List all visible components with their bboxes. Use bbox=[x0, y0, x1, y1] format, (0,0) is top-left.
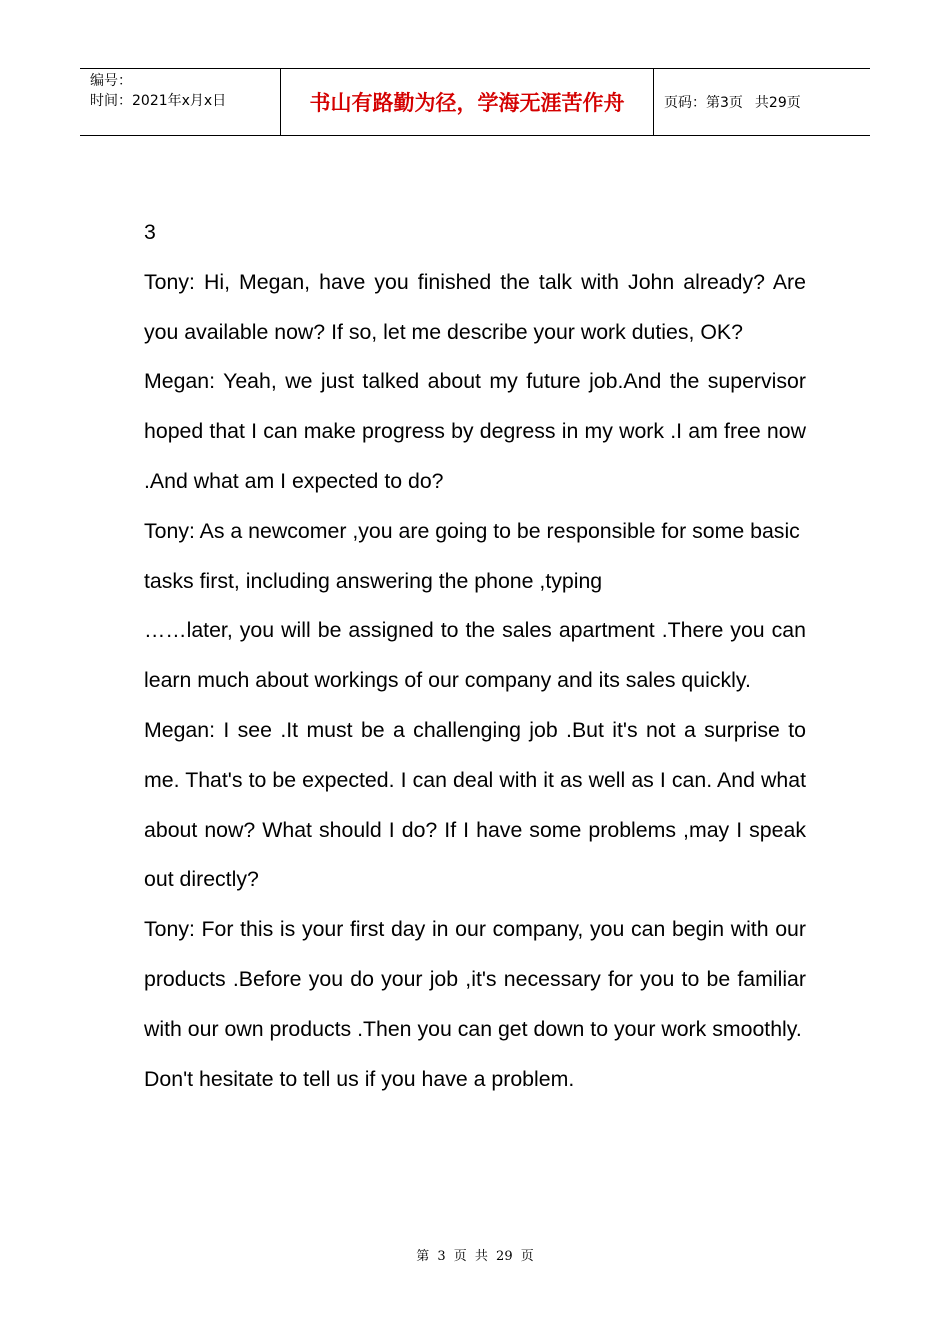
header-meta-cell bbox=[80, 69, 281, 135]
header-motto: 书山有路勤为径，学海无涯苦作舟 bbox=[281, 69, 654, 135]
page-header bbox=[80, 68, 870, 136]
dialogue-paragraph: Megan: Yeah, we just talked about my future job.And the supervisor hoped that I can make progress by degress in my work .I am free now .And what am I expected to do? bbox=[144, 369, 806, 493]
dialogue-paragraph: Megan: I see .It must be a challenging job .But it's not a surprise to me. That's to be expected. I can deal with it as well as I can. And what about now? What should I do? If I have some problems ,may I speak out directly? bbox=[144, 717, 806, 892]
dialogue-paragraph: Tony: For this is your first day in our company, you can begin with our products .Before you do your job ,it's necessary for you to be familiar with our own products .Then you can get down to your work smoothly. bbox=[144, 917, 806, 1041]
header-total-label: 共29页 bbox=[754, 95, 801, 111]
dialogue-paragraph: Tony: As a newcomer ,you are going to be responsible for some basic tasks first, including answering the phone ,typing bbox=[144, 518, 800, 593]
document-body bbox=[144, 208, 806, 1104]
header-page-label: 页码：第3页 bbox=[664, 95, 743, 111]
document-time-label: 时间：2021年x月x日 bbox=[90, 93, 227, 109]
dialogue-paragraph: Tony: Hi, Megan, have you finished the talk with John already? Are you available now? If so, let me describe your work duties, OK? bbox=[144, 269, 806, 344]
header-page-cell bbox=[654, 69, 870, 135]
page-footer: 第 3 页 共 29 页 bbox=[416, 1249, 534, 1264]
document-number-label: 编号： bbox=[90, 73, 132, 89]
section-number: 3 bbox=[144, 220, 156, 244]
dialogue-paragraph: ……later, you will be assigned to the sales apartment .There you can learn much about workings of our company and its sales quickly. bbox=[144, 618, 806, 693]
dialogue-paragraph: Don't hesitate to tell us if you have a problem. bbox=[144, 1066, 575, 1091]
